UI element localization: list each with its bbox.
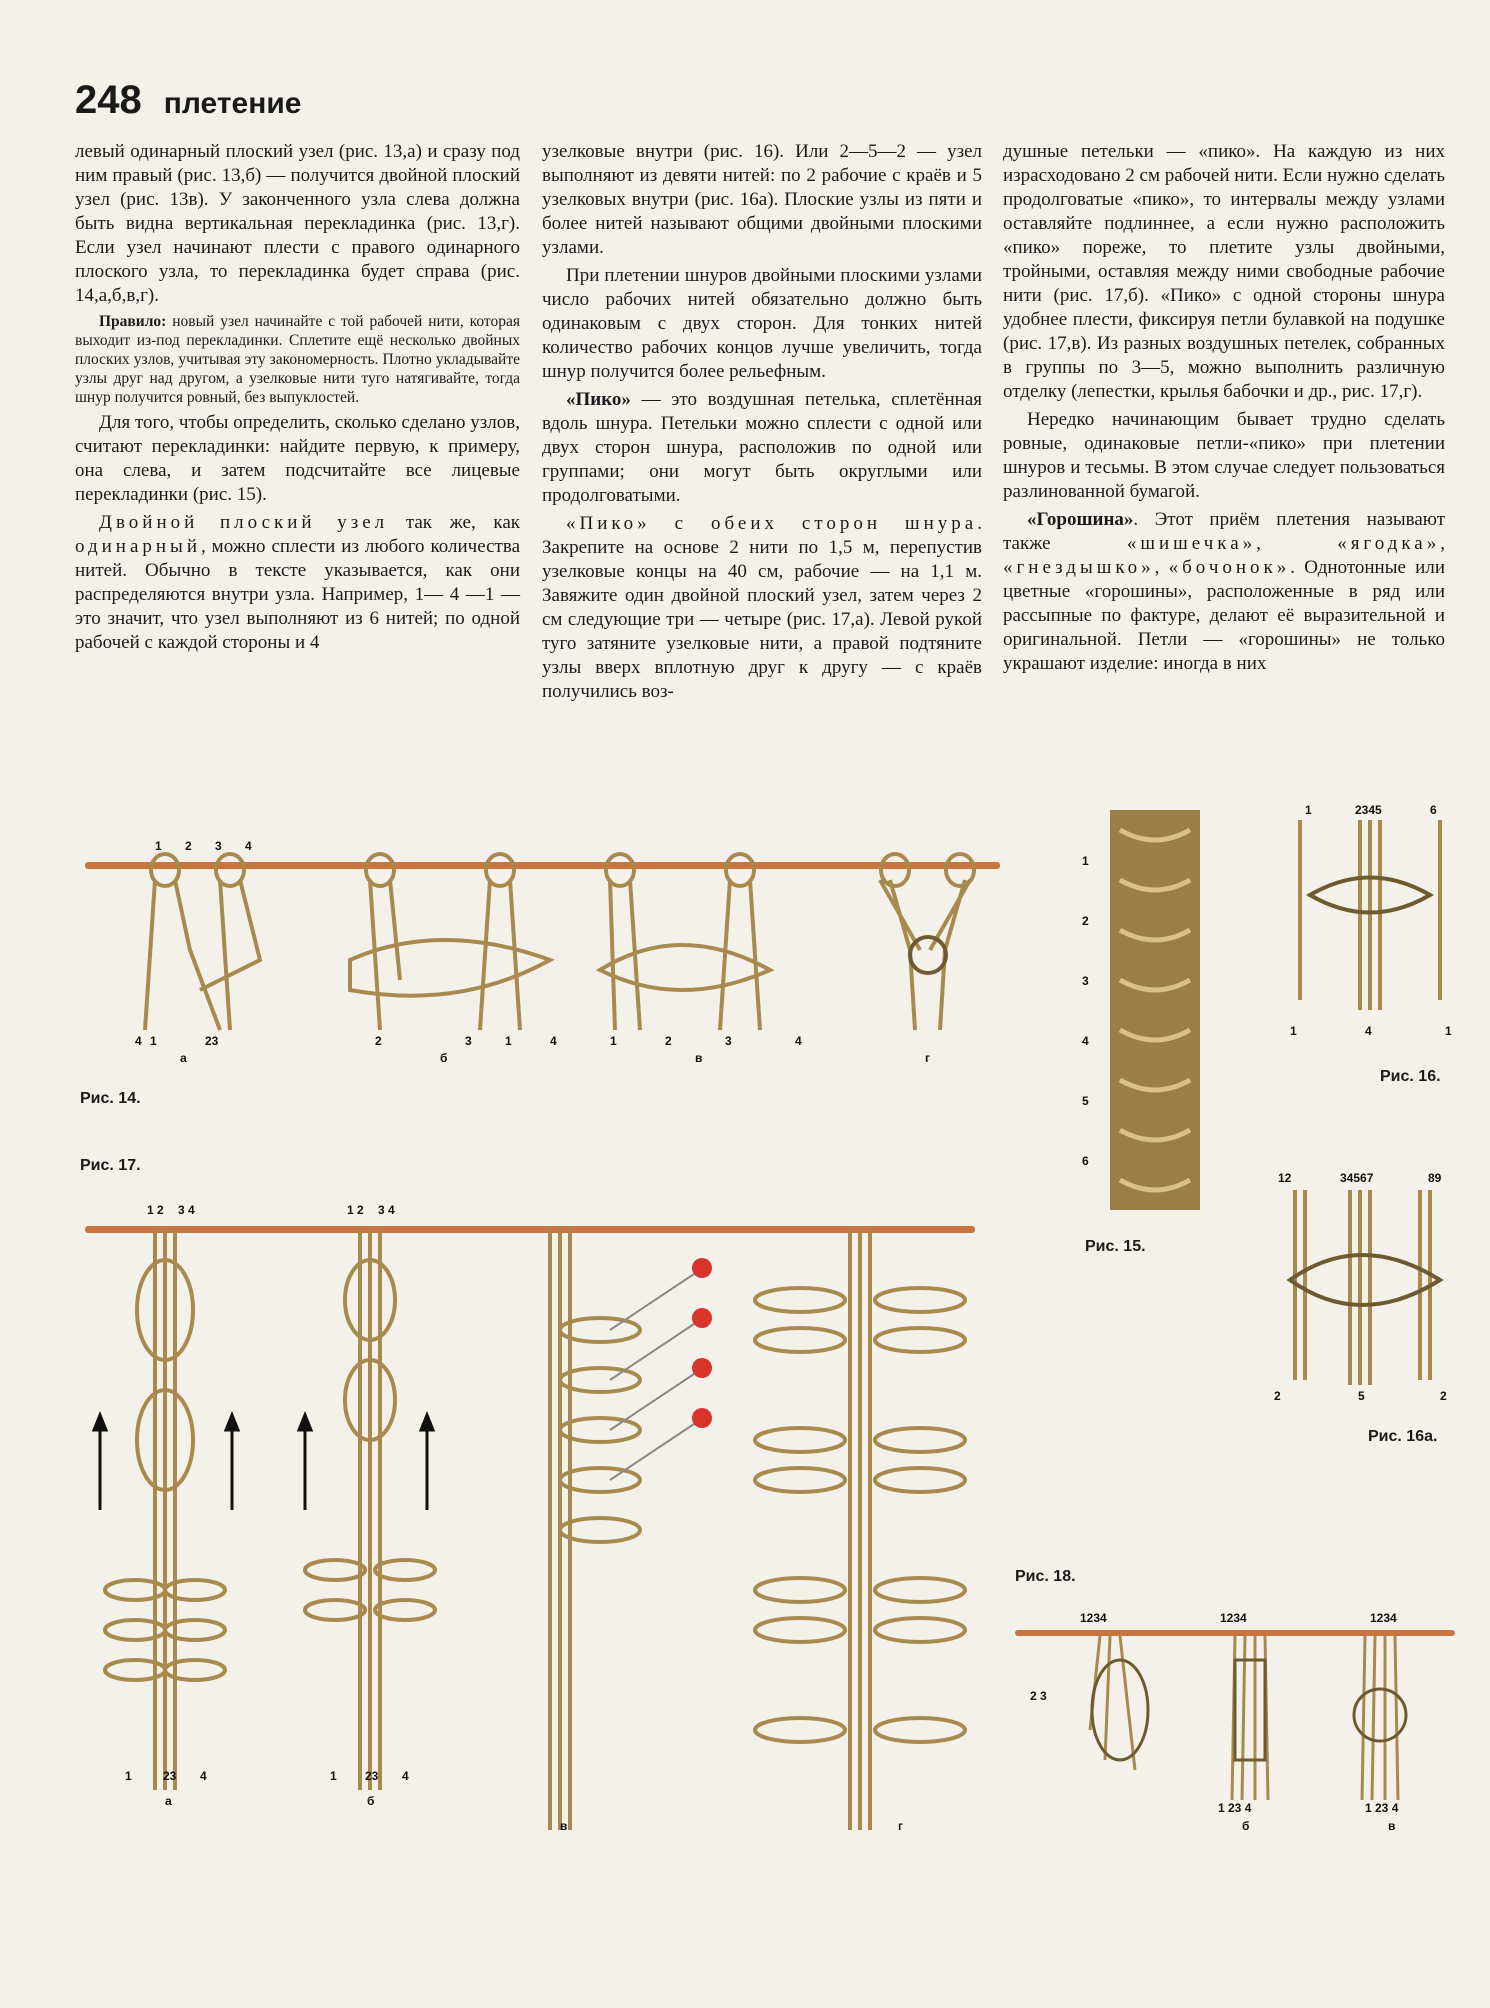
knot xyxy=(1290,1190,1440,1385)
term: Двойной плоский узел xyxy=(99,512,389,533)
cord-a xyxy=(105,1230,225,1790)
fig16a-label: 2 xyxy=(1440,1389,1447,1403)
fig17-label: 23 xyxy=(163,1769,177,1783)
fig17-label: 23 xyxy=(365,1769,379,1783)
fig17-label: 4 xyxy=(402,1769,409,1783)
fig15-num: 5 xyxy=(1082,1094,1089,1108)
fig14-label-bottom: 23 xyxy=(205,1034,219,1048)
fig16-caption: Рис. 16. xyxy=(1380,1068,1441,1085)
fig14-label-bottom: 1 xyxy=(610,1034,617,1048)
fig14-sub-v: в xyxy=(695,1051,703,1065)
rod xyxy=(85,1226,975,1233)
fig18-label: 1234 xyxy=(1220,1611,1247,1625)
fig14-label-bottom: 2 xyxy=(375,1034,382,1048)
fig14-label-bottom: 4 xyxy=(550,1034,557,1048)
fig16a-caption: Рис. 16а. xyxy=(1368,1428,1438,1445)
fig18-sub-b: б xyxy=(1242,1819,1250,1833)
fig16-label: 1 xyxy=(1290,1024,1297,1038)
fig18-label: 2 3 xyxy=(1030,1689,1047,1703)
fig15-num: 1 xyxy=(1082,854,1089,868)
fig16a-label: 5 xyxy=(1358,1389,1365,1403)
fig16a-label: 89 xyxy=(1428,1171,1442,1185)
fig18-label: 1 23 4 xyxy=(1218,1801,1252,1815)
fig15-num: 4 xyxy=(1082,1034,1089,1048)
paragraph: «Горошина». Этот приём плетения называют также «шишечка», «ягодка», «гнездышко», «бочонок». Однотонные или цветные «горошины», расположенные в ряд или рассыпные по фактуре, делают её выразительной и оригинальной. Петли — «горошины» не только украшают изделие: иногда в них xyxy=(1003,509,1446,674)
fig17-label: 1 xyxy=(330,1769,337,1783)
pin-icon xyxy=(692,1408,712,1428)
fig17-label: 3 4 xyxy=(178,1203,195,1217)
fig18-label: 1234 xyxy=(1370,1611,1397,1625)
pea-a xyxy=(1090,1636,1148,1770)
fig14-label-bottom: 3 xyxy=(725,1034,732,1048)
arrow-up-icon xyxy=(421,1415,433,1430)
rod xyxy=(1015,1630,1455,1636)
pea-b xyxy=(1232,1636,1268,1800)
arrows xyxy=(94,1415,433,1510)
fig17-caption: Рис. 17. xyxy=(80,1157,141,1174)
fig18-label: 1234 xyxy=(1080,1611,1107,1625)
paragraph: узелковые внутри (рис. 16). Или 2—5—2 — узел выполняют из девяти нитей: по 2 рабочие с краёв и 5 узелковых внутри (рис. 16а). Плоские узлы из пяти и более нитей называют общими двойными плоскими узлами. xyxy=(542,141,982,258)
fig14-caption: Рис. 14. xyxy=(80,1090,141,1107)
term: «шишечка» xyxy=(1126,533,1257,554)
fig14-label-bottom: 1 xyxy=(150,1034,157,1048)
pins xyxy=(610,1258,712,1480)
knot xyxy=(1300,820,1440,1010)
text: . Закрепите на основе 2 нити по 1,5 м, перепустив узелковые концы на 40 см, рабочие — на 1,1 м. Завяжите один двойной плоский узел, затем через 2 см следующие три — четыре (рис. 17,а). Левой рукой туго затяните узелковые нити, а правой подтяните узлы вверх вплотную друг к другу — с краёв получились воз- xyxy=(542,513,982,702)
pin-icon xyxy=(692,1258,712,1278)
cord-b xyxy=(305,1230,435,1790)
paragraph: левый одинарный плоский узел (рис. 13,а) и сразу под ним правый (рис. 13,б) — получится двойной плоский узел (рис. 13в). У законченного узла слева должна быть видна вертикальная перекладинка (рис. 13,г). Если узел начинают плести с правого одинарного плоского узла, то перекладинка будет справа (рис. 14,а,б,в,г). xyxy=(75,141,520,306)
knot-a xyxy=(145,854,260,1030)
paragraph xyxy=(75,511,520,655)
fig17-label: 4 xyxy=(200,1769,207,1783)
fig15-num: 3 xyxy=(1082,974,1089,988)
fig14-sub-b: б xyxy=(440,1051,448,1065)
paragraph xyxy=(542,388,982,508)
fig14-label-bottom: 2 xyxy=(665,1034,672,1048)
text: — это воздушная петелька, сплетённая вдоль шнура. Петельки можно сплести с одной или двух сторон шнура, расположив по одной или группами; они могут быть округлыми или продолговатыми. xyxy=(542,389,982,506)
figure-15 xyxy=(1080,810,1230,1210)
paragraph: При плетении шнуров двойными плоскими узлами число рабочих нитей обязательно должно быть одинаковым с двух сторон. Для тонких нитей количество рабочих концов лучше увеличить, тогда шнур получится более рельефным. xyxy=(542,265,982,382)
fig18-sub-v: в xyxy=(1388,1819,1396,1833)
fig17-sub-g: г xyxy=(898,1819,903,1833)
fig16-label: 1 xyxy=(1445,1024,1452,1038)
text-column-3 xyxy=(1003,140,1445,680)
fig14-label-top: 2 xyxy=(185,839,192,853)
term: одинарный xyxy=(75,536,201,557)
text-column-1 xyxy=(75,140,520,659)
paragraph xyxy=(542,512,982,704)
figure-18 xyxy=(1010,1600,1460,1840)
pin-icon xyxy=(692,1308,712,1328)
knot-b xyxy=(350,854,550,1030)
page-header xyxy=(75,78,301,123)
text: так же, как xyxy=(405,512,520,533)
arrow-up-icon xyxy=(94,1415,106,1430)
rule-text: новый узел начинайте с той рабочей нити, которая выходит из-под перекладинки. Сплетите ещё несколько двойных плоских узлов, учитывая эту закономерность. Плотно укладывайте узлы друг над другом, а узелковые нити туго натягивайте, тогда шнур получится ровный, без выпуклостей. xyxy=(75,313,520,406)
fig15-num: 2 xyxy=(1082,914,1089,928)
text: . Однотонные или цветные «горошины», расположенные в ряд или рассыпные по фактуре, делают её выразительной и оригинальной. Петли — «горошины» не только украшают изделие: иногда в них xyxy=(1003,557,1446,674)
fig17-sub-b: б xyxy=(367,1794,375,1808)
knot-g xyxy=(880,854,974,1030)
fig17-label: 1 2 xyxy=(147,1203,164,1217)
fig16-label: 1 xyxy=(1305,803,1312,817)
term: «Пико» с обеих сторон шнура xyxy=(566,513,978,534)
figure-17 xyxy=(80,1190,980,1840)
text: . Этот приём плетения называют также xyxy=(1003,509,1445,554)
term: «гнездышко» xyxy=(1003,557,1155,578)
paragraph: Нередко начинающим бывает трудно сделать ровные, одинаковые петли-«пико» при плетении шнуров и тесьмы. В этом случае следует пользоваться разлинованной бумагой. xyxy=(1003,409,1445,502)
arrow-up-icon xyxy=(226,1415,238,1430)
fig16a-label: 34567 xyxy=(1340,1171,1374,1185)
term: «Пико» xyxy=(566,389,631,410)
fig14-label-top: 1 xyxy=(155,839,162,853)
text-column-2 xyxy=(542,140,982,708)
term: «бочонок» xyxy=(1168,557,1291,578)
fig14-sub-a: а xyxy=(180,1051,187,1065)
rule-paragraph xyxy=(75,312,520,407)
cord-g xyxy=(755,1230,965,1830)
fig17-sub-v: в xyxy=(560,1819,568,1833)
arrow-up-icon xyxy=(299,1415,311,1430)
fig17-label: 1 xyxy=(125,1769,132,1783)
paragraph: душные петельки — «пико». На каждую из них израсходовано 2 см рабочей нити. Если нужно сделать продолговатые «пико», то интервалы между узлами оставляйте подлиннее, а если нужно расположить «пико» пореже, то плетите узлы двойными, тройными, оставляя между ними свободные рабочие нити (рис. 17,б). «Пико» с одной стороны шнура удобнее плести, фиксируя петли булавкой на подушке (рис. 17,в). Из разных воздушных петелек, собранных в группы по 3—5, можно выполнить различную отделку (лепестки, крылья бабочки и др., рис. 17,г). xyxy=(1003,141,1445,402)
fig14-label-bottom: 4 xyxy=(795,1034,802,1048)
knot-v xyxy=(600,854,770,1030)
fig14-label-bottom: 4 xyxy=(135,1034,142,1048)
term: «Горошина» xyxy=(1027,509,1134,530)
fig15-num: 6 xyxy=(1082,1154,1089,1168)
term: «ягодка» xyxy=(1337,533,1441,554)
pin-icon xyxy=(692,1358,712,1378)
figure-16 xyxy=(1270,800,1470,1060)
rule-label: Правило: xyxy=(99,313,167,330)
fig16a-label: 12 xyxy=(1278,1171,1292,1185)
fig16-label: 6 xyxy=(1430,803,1437,817)
fig16-label: 2345 xyxy=(1355,803,1382,817)
fig17-label: 3 4 xyxy=(378,1203,395,1217)
text: , xyxy=(1256,533,1338,554)
fig18-caption: Рис. 18. xyxy=(1015,1568,1076,1585)
fig16-label: 4 xyxy=(1365,1024,1372,1038)
text: , можно сплести из любого количества нитей. Обычно в тексте указывается, как они распределяются внутри узла. Например, 1— 4 —1 — это значит, что узел выполняют из 6 нитей; по одной рабочей с каждой стороны и 4 xyxy=(75,536,520,653)
fig17-label: 1 2 xyxy=(347,1203,364,1217)
figure-16a xyxy=(1260,1160,1470,1420)
fig14-label-top: 3 xyxy=(215,839,222,853)
fig15-caption: Рис. 15. xyxy=(1085,1238,1146,1255)
rod xyxy=(85,862,1000,869)
section-title: плетение xyxy=(163,87,302,120)
fig14-label-bottom: 1 xyxy=(505,1034,512,1048)
paragraph: Для того, чтобы определить, сколько сделано узлов, считают перекладинки: найдите первую, к примеру, она слева, и затем подсчитайте все лицевые перекладинки (рис. 15). xyxy=(75,412,520,505)
fig14-label-top: 4 xyxy=(245,839,252,853)
fig16a-label: 2 xyxy=(1274,1389,1281,1403)
fig14-sub-g: г xyxy=(925,1051,930,1065)
fig18-label: 1 23 4 xyxy=(1365,1801,1399,1815)
pea-v xyxy=(1354,1636,1406,1800)
fig14-label-bottom: 3 xyxy=(465,1034,472,1048)
figure-14 xyxy=(80,830,1020,1090)
page-number: 248 xyxy=(75,78,142,122)
fig17-sub-a: а xyxy=(165,1794,172,1808)
